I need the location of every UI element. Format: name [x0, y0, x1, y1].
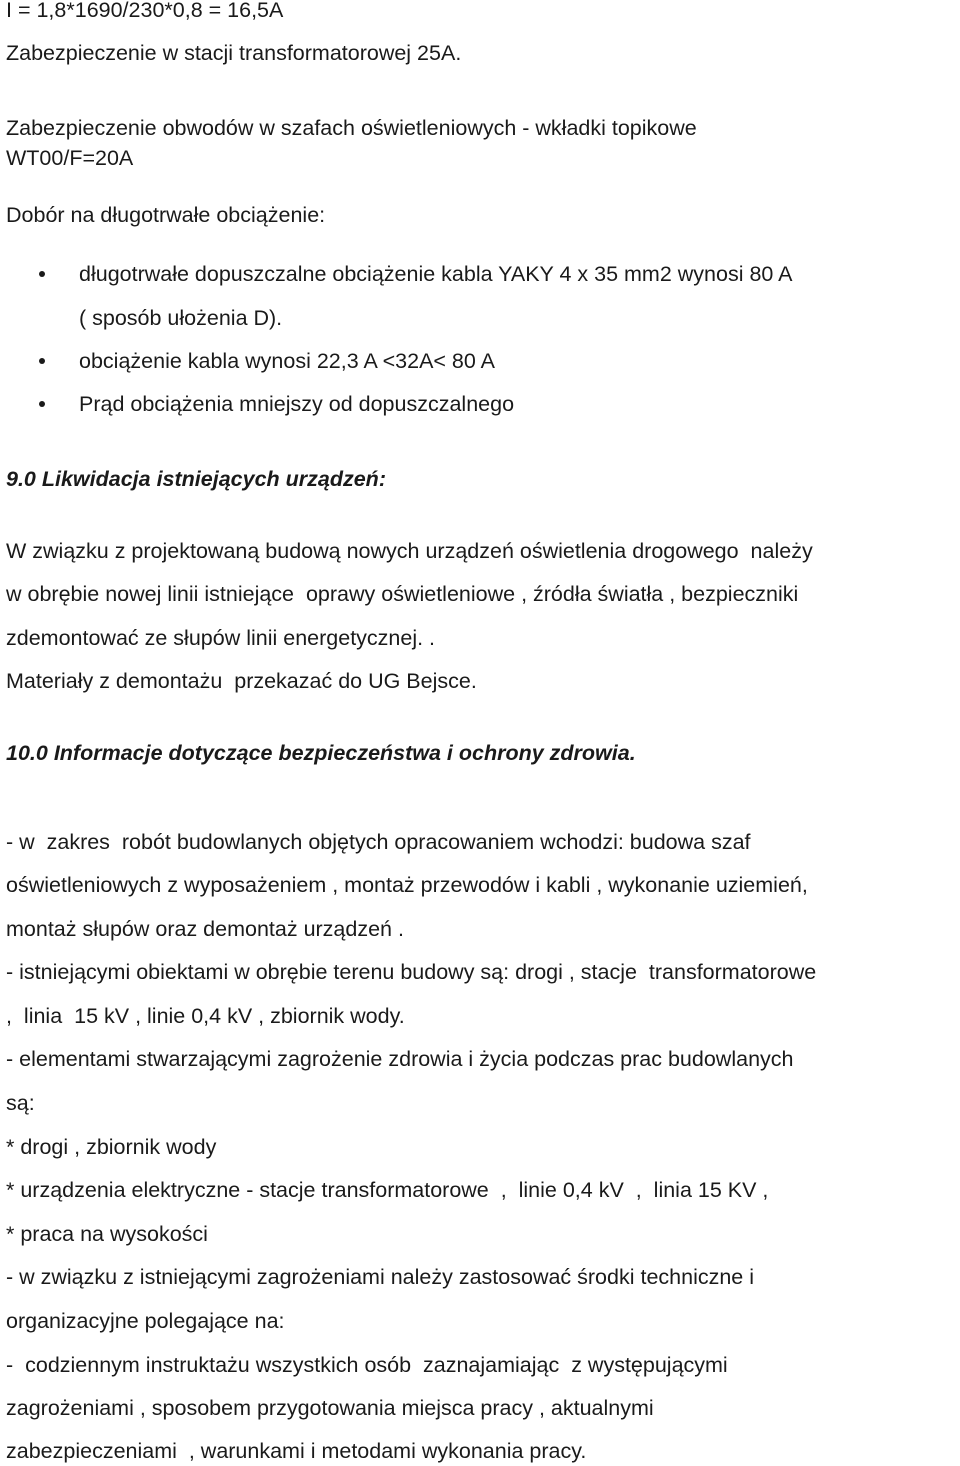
section-10-line: * urządzenia elektryczne - stacje transformatorowe , linie 0,4 kV , linia 15 KV , [6, 1178, 769, 1202]
current-formula: I = 1,8*1690/230*0,8 = 16,5A [6, 0, 284, 22]
section-10-line: są: [6, 1091, 35, 1115]
bullet-text: obciążenie kabla wynosi 22,3 A <32A< 80 A [79, 349, 495, 373]
selection-title: Dobór na długotrwałe obciążenie: [6, 203, 326, 227]
section-10-line: - w związku z istniejącymi zagrożeniami należy zastosować środki techniczne i [6, 1265, 755, 1289]
station-protection-text: Zabezpieczenie w stacji transformatorowej 25A. [6, 41, 462, 65]
circuit-protection-text: Zabezpieczenie obwodów w szafach oświetleniowych - wkładki topikowe [6, 116, 697, 140]
section-10-line: zagrożeniami , sposobem przygotowania miejsca pracy , aktualnymi [6, 1396, 654, 1420]
circuit-protection-text-cont: WT00/F=20A [6, 146, 134, 170]
bullet-icon [39, 271, 45, 277]
section-9-heading: 9.0 Likwidacja istniejących urządzeń: [6, 467, 386, 491]
section-10-line: zabezpieczeniami , warunkami i metodami wykonania pracy. [6, 1439, 587, 1463]
section-10-line: * drogi , zbiornik wody [6, 1135, 217, 1159]
section-10-line: - elementami stwarzającymi zagrożenie zdrowia i życia podczas prac budowlanych [6, 1047, 794, 1071]
section-9-line: W związku z projektowaną budową nowych urządzeń oświetlenia drogowego należy [6, 539, 813, 563]
section-10-line: organizacyjne polegające na: [6, 1309, 285, 1333]
bullet-continuation: ( sposób ułożenia D). [79, 306, 283, 330]
section-10-line: * praca na wysokości [6, 1222, 208, 1246]
section-10-line: oświetleniowych z wyposażeniem , montaż przewodów i kabli , wykonanie uziemień, [6, 873, 808, 897]
section-10-line: , linia 15 kV , linie 0,4 kV , zbiornik wody. [6, 1004, 405, 1028]
section-9-line: Materiały z demontażu przekazać do UG Bejsce. [6, 669, 477, 693]
section-10-line: - istniejącymi obiektami w obrębie terenu budowy są: drogi , stacje transformatorowe [6, 960, 817, 984]
section-10-line: - w zakres robót budowlanych objętych opracowaniem wchodzi: budowa szaf [6, 830, 751, 854]
section-9-line: zdemontować ze słupów linii energetycznej. . [6, 626, 436, 650]
bullet-text: długotrwałe dopuszczalne obciążenie kabla YAKY 4 x 35 mm2 wynosi 80 A [79, 262, 793, 286]
bullet-icon [39, 401, 45, 407]
section-10-heading: 10.0 Informacje dotyczące bezpieczeństwa i ochrony zdrowia. [6, 741, 636, 765]
section-9-line: w obrębie nowej linii istniejące oprawy oświetleniowe , źródła światła , bezpieczniki [6, 582, 799, 606]
bullet-text: Prąd obciążenia mniejszy od dopuszczalnego [79, 392, 515, 416]
section-10-line: montaż słupów oraz demontaż urządzeń . [6, 917, 404, 941]
bullet-icon [39, 358, 45, 364]
section-10-line: - codziennym instruktażu wszystkich osób zaznajamiając z występującymi [6, 1353, 728, 1377]
